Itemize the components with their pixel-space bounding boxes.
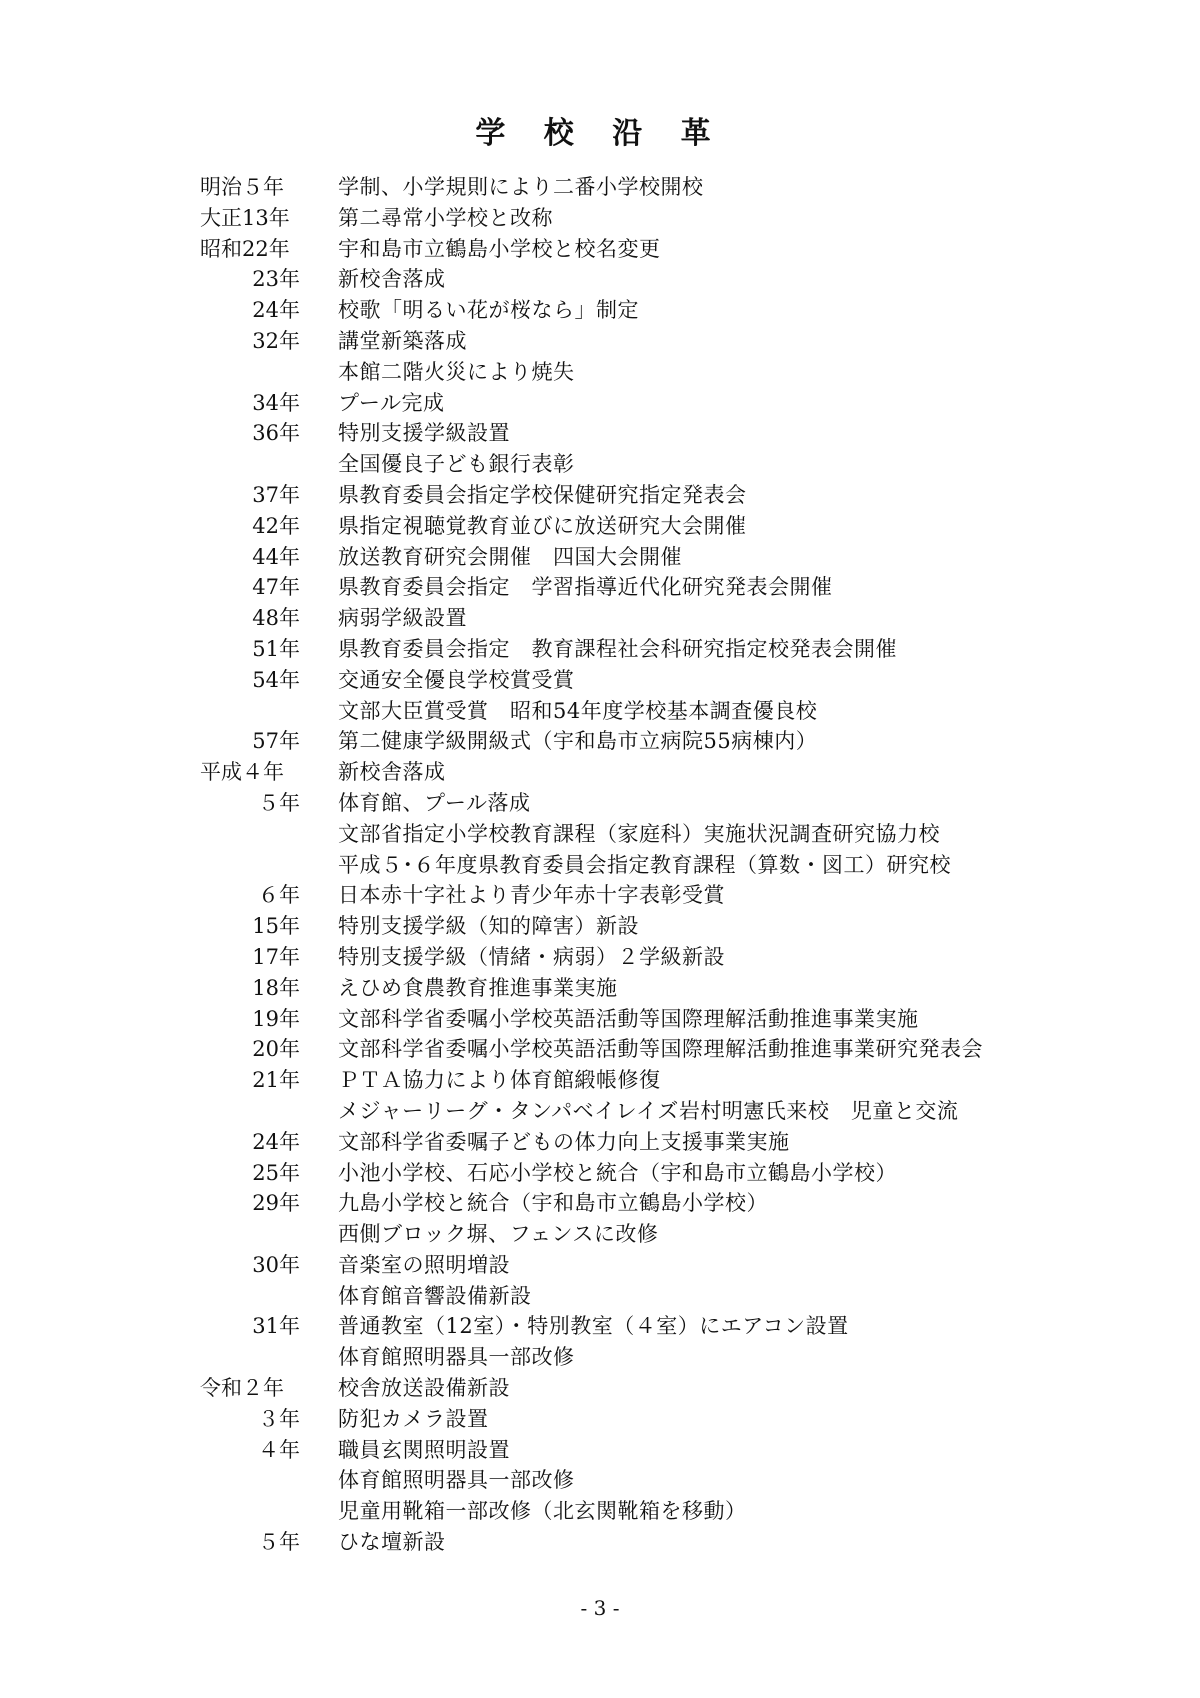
- history-row: [200, 1496, 1160, 1527]
- history-event: 全国優良子ども銀行表彰: [338, 452, 575, 477]
- history-year: 24年: [252, 298, 300, 323]
- history-year: 47年: [252, 575, 300, 600]
- history-event: 体育館照明器具一部改修: [338, 1468, 575, 1493]
- history-event: 文部科学省委嘱小学校英語活動等国際理解活動推進事業研究発表会: [338, 1037, 983, 1062]
- history-year: 明治５年: [200, 175, 284, 199]
- history-row: [200, 603, 1160, 634]
- history-year: 15年: [252, 914, 300, 939]
- history-event: 放送教育研究会開催 四国大会開催: [338, 544, 682, 569]
- history-event: 体育館、プール落成: [338, 790, 531, 815]
- history-event: ひな壇新設: [338, 1530, 446, 1555]
- history-year: 大正13年: [200, 205, 290, 230]
- history-event: 宇和島市立鶴島小学校と校名変更: [338, 236, 661, 261]
- history-row: [200, 1004, 1160, 1035]
- history-event: 九島小学校と統合（宇和島市立鶴島小学校）: [338, 1191, 768, 1216]
- history-row: [200, 696, 1160, 727]
- history-year: 48年: [252, 606, 300, 631]
- history-row: [200, 911, 1160, 942]
- history-year: [200, 1465, 338, 1496]
- history-row: [200, 942, 1160, 973]
- history-row: [200, 757, 1160, 788]
- history-list: [200, 172, 1160, 1558]
- history-row: [200, 1281, 1160, 1312]
- history-year: [200, 357, 338, 388]
- history-event: 学制、小学規則により二番小学校開校: [338, 175, 704, 199]
- history-event: 日本赤十字社より青少年赤十字表彰受賞: [338, 883, 725, 908]
- history-year: 36年: [252, 421, 300, 446]
- history-year: 29年: [252, 1191, 300, 1216]
- history-event: 体育館音響設備新設: [338, 1283, 532, 1308]
- history-event: えひめ食農教育推進事業実施: [338, 975, 618, 1000]
- history-event: 特別支援学級設置: [338, 421, 510, 446]
- history-year: 19年: [252, 1006, 300, 1031]
- history-year: 42年: [252, 513, 300, 538]
- history-year: 32年: [252, 328, 300, 353]
- history-row: [200, 819, 1160, 850]
- history-year: ６年: [258, 883, 300, 908]
- history-year: ３年: [258, 1406, 300, 1431]
- history-year: [200, 1496, 338, 1527]
- history-row: [200, 542, 1160, 573]
- history-row: [200, 1096, 1160, 1127]
- history-year: [200, 449, 338, 480]
- history-row: [200, 449, 1160, 480]
- history-event: 児童用靴箱一部改修（北玄関靴箱を移動）: [338, 1499, 747, 1524]
- history-row: [200, 203, 1160, 234]
- history-row: [200, 326, 1160, 357]
- history-event: 第二尋常小学校と改称: [338, 205, 553, 230]
- history-row: [200, 665, 1160, 696]
- history-row: [200, 1342, 1160, 1373]
- history-year: 20年: [252, 1037, 300, 1062]
- history-year: 21年: [252, 1068, 300, 1093]
- history-year: 30年: [252, 1252, 300, 1277]
- history-year: ４年: [258, 1437, 300, 1462]
- history-event: 講堂新築落成: [338, 328, 467, 353]
- history-year: ５年: [258, 1530, 300, 1555]
- history-event: ＰＴＡ協力により体育館緞帳修復: [338, 1068, 661, 1093]
- history-event: 県教育委員会指定学校保健研究指定発表会: [338, 482, 747, 507]
- history-row: [200, 172, 1160, 203]
- history-event: 県教育委員会指定 学習指導近代化研究発表会開催: [338, 575, 833, 600]
- history-row: [200, 726, 1160, 757]
- history-year: [200, 1342, 338, 1373]
- history-event: 本館二階火災により焼失: [338, 359, 575, 384]
- history-event: 校舎放送設備新設: [338, 1376, 510, 1401]
- history-event: 新校舎落成: [338, 760, 446, 785]
- page-title: 学 校 沿 革: [475, 116, 725, 151]
- history-row: [200, 1065, 1160, 1096]
- history-row: [200, 1158, 1160, 1189]
- history-event: 小池小学校、石応小学校と統合（宇和島市立鶴島小学校）: [338, 1160, 897, 1185]
- history-row: [200, 388, 1160, 419]
- history-row: [200, 295, 1160, 326]
- history-row: [200, 1034, 1160, 1065]
- history-row: [200, 511, 1160, 542]
- history-event: 平成５･６年度県教育委員会指定教育課程（算数・図工）研究校: [338, 852, 951, 877]
- history-year: 31年: [252, 1314, 300, 1339]
- history-row: [200, 418, 1160, 449]
- history-row: [200, 357, 1160, 388]
- history-year: [200, 1096, 338, 1127]
- history-year: 57年: [252, 729, 300, 754]
- history-row: [200, 850, 1160, 881]
- history-year: 37年: [252, 482, 300, 507]
- history-event: 職員玄関照明設置: [338, 1437, 510, 1462]
- history-event: 普通教室（12室）・特別教室（４室）にエアコン設置: [338, 1314, 849, 1339]
- history-row: [200, 1219, 1160, 1250]
- history-year: 18年: [252, 975, 300, 1000]
- history-event: 特別支援学級（情緒・病弱）２学級新設: [338, 944, 725, 969]
- history-event: 校歌「明るい花が桜なら」制定: [338, 298, 639, 323]
- history-year: 昭和22年: [200, 236, 290, 261]
- history-event: 新校舎落成: [338, 267, 446, 292]
- history-year: 25年: [252, 1160, 300, 1185]
- history-row: [200, 234, 1160, 265]
- history-event: 県指定視聴覚教育並びに放送研究大会開催: [338, 513, 747, 538]
- history-year: [200, 1219, 338, 1250]
- history-year: 34年: [252, 390, 300, 415]
- history-row: [200, 264, 1160, 295]
- history-row: [200, 1527, 1160, 1558]
- history-event: 体育館照明器具一部改修: [338, 1345, 575, 1370]
- history-year: 17年: [252, 944, 300, 969]
- history-event: 西側ブロック塀、フェンスに改修: [338, 1222, 659, 1247]
- history-event: 病弱学級設置: [338, 606, 467, 631]
- history-row: [200, 634, 1160, 665]
- history-year: 54年: [252, 667, 300, 692]
- history-year: 44年: [252, 544, 300, 569]
- history-year: 令和２年: [200, 1376, 284, 1401]
- history-event: 音楽室の照明増設: [338, 1252, 510, 1277]
- history-event: 県教育委員会指定 教育課程社会科研究指定校発表会開催: [338, 636, 897, 661]
- history-row: [200, 1127, 1160, 1158]
- history-event: 文部省指定小学校教育課程（家庭科）実施状況調査研究協力校: [338, 821, 940, 846]
- history-row: [200, 788, 1160, 819]
- history-event: 文部大臣賞受賞 昭和54年度学校基本調査優良校: [338, 698, 818, 723]
- history-year: 平成４年: [200, 760, 284, 785]
- history-year: 51年: [252, 636, 300, 661]
- page-number: - 3 -: [580, 1596, 620, 1620]
- history-year: [200, 1281, 338, 1312]
- history-year: 24年: [252, 1129, 300, 1154]
- history-year: ５年: [258, 790, 300, 815]
- history-year: [200, 819, 338, 850]
- history-year: [200, 850, 338, 881]
- history-row: [200, 1311, 1160, 1342]
- history-row: [200, 1465, 1160, 1496]
- history-row: [200, 1404, 1160, 1435]
- history-event: 交通安全優良学校賞受賞: [338, 667, 575, 692]
- history-event: メジャーリーグ・タンパベイレイズ岩村明憲氏来校 児童と交流: [338, 1098, 959, 1123]
- history-event: 防犯カメラ設置: [338, 1406, 489, 1431]
- history-row: [200, 572, 1160, 603]
- history-event: 第二健康学級開級式（宇和島市立病院55病棟内）: [338, 729, 818, 754]
- history-year: [200, 696, 338, 727]
- history-event: 特別支援学級（知的障害）新設: [338, 914, 639, 939]
- history-event: 文部科学省委嘱子どもの体力向上支援事業実施: [338, 1129, 790, 1154]
- history-row: [200, 1250, 1160, 1281]
- history-row: [200, 1188, 1160, 1219]
- history-year: 23年: [252, 267, 300, 292]
- history-row: [200, 973, 1160, 1004]
- history-row: [200, 880, 1160, 911]
- history-event: 文部科学省委嘱小学校英語活動等国際理解活動推進事業実施: [338, 1006, 919, 1031]
- history-row: [200, 480, 1160, 511]
- history-event: プール完成: [338, 390, 445, 415]
- history-row: [200, 1373, 1160, 1404]
- history-row: [200, 1435, 1160, 1466]
